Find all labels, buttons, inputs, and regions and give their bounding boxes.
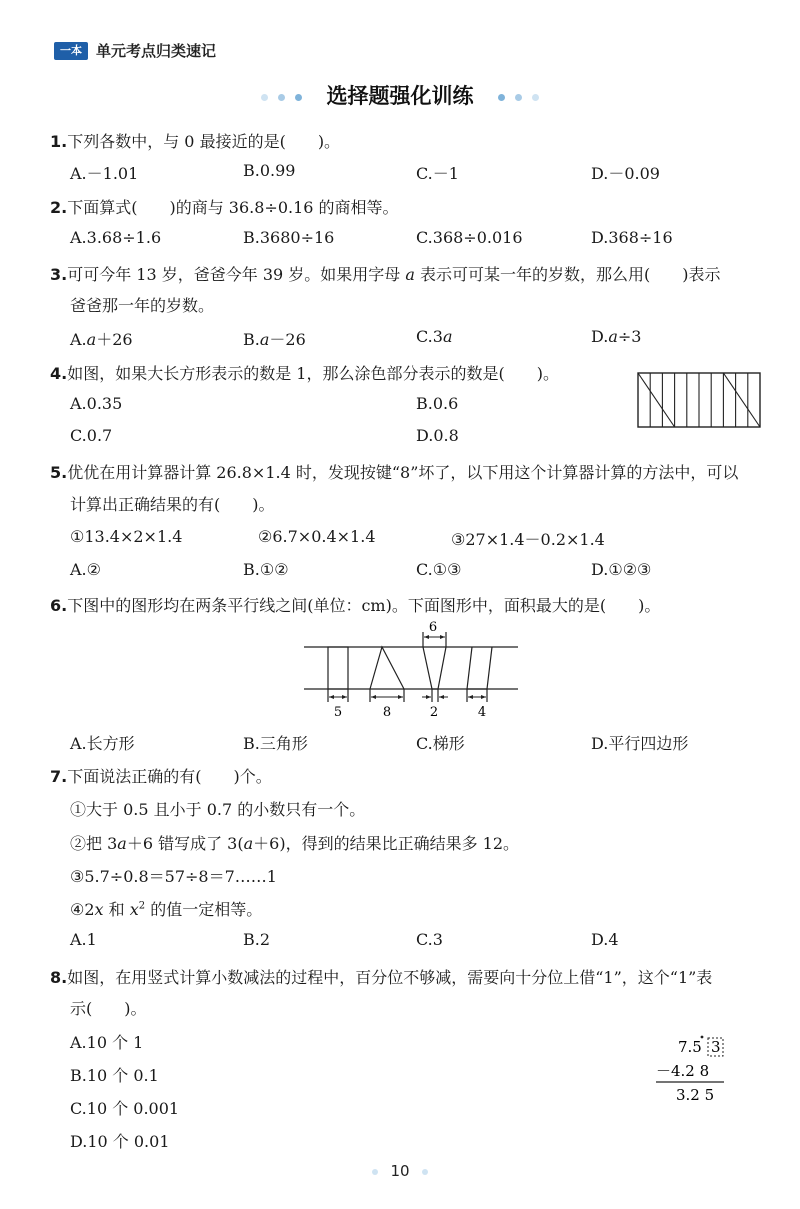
q5-method-1: ①13.4×2×1.4	[70, 527, 183, 546]
q6-label-triangle: 8	[382, 705, 392, 720]
q5-option-d[interactable]: D.①②③	[591, 560, 652, 579]
header-section-title: 单元考点归类速记	[96, 42, 217, 60]
q5-option-a[interactable]: A.②	[70, 560, 101, 579]
q6-option-b[interactable]: B.三角形	[243, 734, 308, 753]
q1-option-b[interactable]: B.0.99	[243, 161, 296, 180]
title-dots-right	[493, 86, 544, 105]
q1-option-c[interactable]: C.－1	[416, 164, 459, 183]
q6-label-top: 6	[428, 620, 438, 635]
q3-option-b[interactable]: B.a－26	[243, 330, 306, 349]
q6-option-a[interactable]: A.长方形	[70, 734, 135, 753]
q1-option-d[interactable]: D.－0.09	[591, 164, 660, 183]
q2-option-a[interactable]: A.3.68÷1.6	[70, 228, 162, 247]
q2-stem: 2.下面算式( )的商与 36.8÷0.16 的商相等。	[50, 198, 399, 217]
q3-option-d[interactable]: D.a÷3	[591, 327, 642, 346]
q2-option-b[interactable]: B.3680÷16	[243, 228, 335, 247]
q2-option-d[interactable]: D.368÷16	[591, 228, 673, 247]
q4-option-a[interactable]: A.0.35	[70, 394, 123, 413]
q8-minuend: 7.5	[678, 1038, 702, 1056]
q3-option-c[interactable]: C.3a	[416, 327, 453, 346]
q5-option-b[interactable]: B.①②	[243, 560, 289, 579]
q5-option-c[interactable]: C.①③	[416, 560, 462, 579]
q7-stem: 7.下面说法正确的有( )个。	[50, 767, 272, 786]
q4-option-d[interactable]: D.0.8	[416, 426, 459, 445]
q6-option-c[interactable]: C.梯形	[416, 734, 465, 753]
q7-statement-4: ④2x 和 $x^2$ 的值一定相等。	[70, 900, 263, 919]
q5-method-3: ③27×1.4－0.2×1.4	[451, 530, 605, 549]
q8-subtrahend: －4.2 8	[656, 1062, 710, 1080]
q5-stem: 5.优优在用计算器计算 26.8×1.4 时，发现按键“8”坏了，以下用这个计算器计算的方法中，可以	[50, 463, 739, 482]
q8-option-c[interactable]: C.10 个 0.001	[70, 1099, 180, 1118]
q7-statement-2: ②把 3a＋6 错写成了 3(a＋6)，得到的结果比正确结果多 12。	[70, 834, 520, 853]
q6-stem: 6.下图中的图形均在两条平行线之间(单位：cm)。下面图形中，面积最大的是( )。	[50, 596, 661, 615]
q1-option-a[interactable]: A.－1.01	[70, 164, 139, 183]
q7-option-b[interactable]: B.2	[243, 930, 271, 949]
page-number: 10	[390, 1162, 410, 1180]
q5-stem-line2: 计算出正确结果的有( )。	[70, 495, 275, 514]
q8-result: 3.2 5	[676, 1086, 715, 1104]
header-badge: 一本	[54, 42, 88, 60]
q3-stem-line2: 爸爸那一年的岁数。	[70, 296, 215, 315]
q7-option-a[interactable]: A.1	[70, 930, 97, 949]
q6-label-rect: 5	[333, 705, 343, 720]
q5-method-2: ②6.7×0.4×1.4	[258, 527, 376, 546]
q8-option-b[interactable]: B.10 个 0.1	[70, 1066, 159, 1085]
q4-option-c[interactable]: C.0.7	[70, 426, 113, 445]
q7-statement-1: ①大于 0.5 且小于 0.7 的小数只有一个。	[70, 800, 366, 819]
q6-parallel-shapes-figure	[300, 620, 522, 722]
q6-label-parallelogram: 4	[477, 705, 487, 720]
q8-borrow-dot	[701, 1036, 704, 1039]
title-dots-left	[256, 86, 307, 105]
q7-option-d[interactable]: D.4	[591, 930, 619, 949]
q6-label-trapezoid: 2	[429, 705, 439, 720]
q7-option-c[interactable]: C.3	[416, 930, 443, 949]
q8-stem: 8.如图，在用竖式计算小数减法的过程中，百分位不够减，需要向十分位上借“1”，这个“1”表	[50, 968, 713, 987]
q8-option-d[interactable]: D.10 个 0.01	[70, 1132, 170, 1151]
q1-stem: 1.下列各数中，与 0 最接近的是( )。	[50, 132, 341, 151]
q8-option-a[interactable]: A.10 个 1	[70, 1033, 144, 1052]
q7-statement-3: ③5.7÷0.8＝57÷8＝7……1	[70, 867, 277, 886]
page-title: 选择题强化训练	[326, 84, 474, 108]
q4-rectangle-figure	[637, 372, 763, 428]
q4-stem: 4.如图，如果大长方形表示的数是 1，那么涂色部分表示的数是( )。	[50, 364, 559, 383]
q8-vertical-subtraction-figure	[650, 1032, 730, 1108]
q2-option-c[interactable]: C.368÷0.016	[416, 228, 523, 247]
q3-option-a[interactable]: A.a＋26	[70, 330, 133, 349]
page-number-row	[0, 1162, 800, 1180]
q4-option-b[interactable]: B.0.6	[416, 394, 459, 413]
q3-stem: 3.可可今年 13 岁，爸爸今年 39 岁。如果用字母 a 表示可可某一年的岁数，那么用( )表示	[50, 265, 721, 284]
q6-option-d[interactable]: D.平行四边形	[591, 734, 689, 753]
q8-borrow-digit: 3	[711, 1038, 721, 1056]
q8-stem-line2: 示( )。	[70, 999, 147, 1018]
title-row	[0, 80, 800, 110]
